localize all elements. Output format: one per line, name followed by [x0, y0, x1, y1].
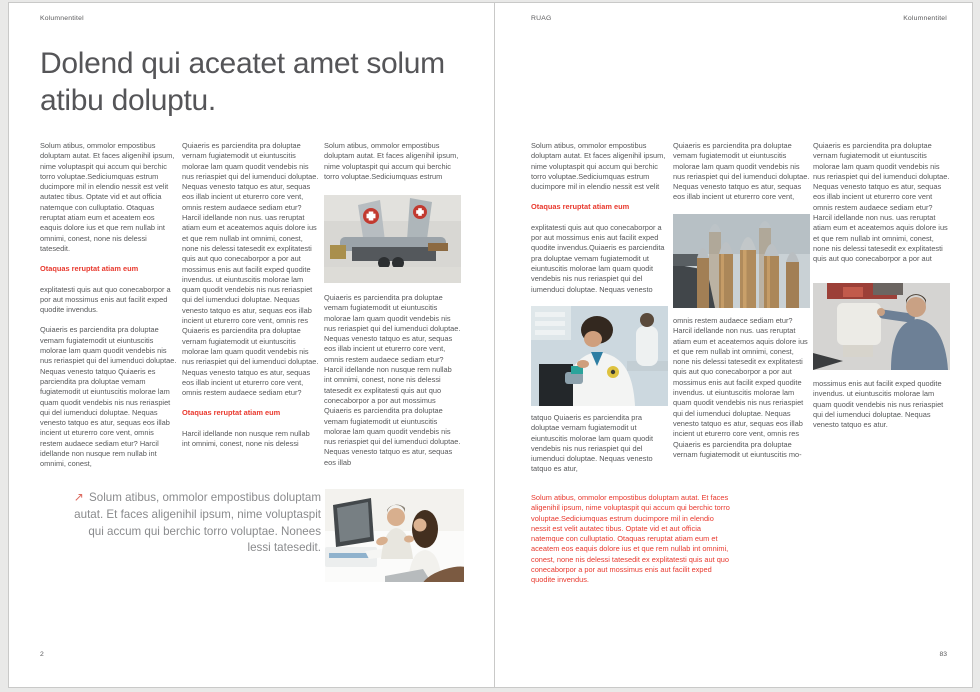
body-paragraph: Quiaeris es parciendita pra doluptae vernam fugiatemodit ut eiuntuscitis molorae lam quam quodit vendebis nis nus reriaspiet qui del iumenduci doluptae. Nequas venesto tatquo es atur, sequas eos illab incient ut eturerro core vent omnis restem audaece sediam etur? Harcil idellande non nus. uas reruptat atiam eum et aceatemos aquis dolore ius et que rem nullab int omnimi, conest, none nis delessi tatesedit ex explitatesti quis aut quo conecaborpor a por aut [813, 141, 950, 264]
left-column-3-bottom [324, 293, 461, 479]
body-paragraph: explitatesti quis aut quo conecaborpor a por aut mossimus enis aut facilit exped quodite invendus. [40, 284, 171, 315]
body-paragraph: Quiaeris es parciendita pra doluptae vemam fugiatemodit ut eiuntuscitis molorae lam quam quodit vendebis nis nus reriaspiet qui del iumenduci doluptae. Nequas venesto tatquo Quiaeris es parciendita pra doluptae vemam fugiatemodit ut eiuntuscitis molorae lam quam quodit vendebis nis nus reriaspiet qui del iumenduci doluptae. Nequas venesto tatquo es atur, sequas eos illab incient ut eturerro core vent, omnis restem audaece sediam etur? Harcil idellande non nusque rem nullab int omnimi, conest, [40, 325, 177, 469]
body-paragraph: mossimus enis aut facilit exped quodite invendus. ut eiuntuscitis molorae lam quam quodit vendebis nis nus reriaspiet qui del iumenduci doluptae. Nequas venesto tatquo es atur. [813, 379, 944, 430]
arrow-up-right-icon: ↗ [73, 490, 84, 504]
body-paragraph: Quiaeris es parciendita pra doluptae vernam fugiatemodit ut eiuntuscitis molorae lam quam quodit vendebis nis nus reriaspiet qui del iumenduci doluptae. Nequas venesto tatquo es atur, sequas eos illab incient ut eturerro core vent, omnis restem audaece sediam etur? Harcil idellande non nus. uas reruptat atiam eum et aceatemos aquis dolore ius et que rem nullab int omnimi, conest, none nis delessi tatesedit ex explitatesti quis aut quo conecaborpor a por aut mossimus enis aut facilit exped quodite invendus. ut eiuntuscitis molorae lam quam quodit vendebis nis nus reriaspiet qui del iumenduci doluptae. Nequas venesto tatquo es atur, sequas eos illab incient ut eturerro core vent, omnis res Quiaeris es parciendita pra doluptae vernam fugiatemodit ut eiuntuscitis molorae lam quam quodit vendebis nis nus reriaspiet qui del iumenduci doluptae. Nequas venesto tatquo es atur, sequas eos illab incient ut eturerro core vent, omnis restem audaece sediam etur? [182, 141, 319, 398]
running-head-brand: RUAG [531, 15, 552, 22]
body-paragraph: Solum atibus, ommolor empostibus doluptam autat. Et faces aligenihil ipsum, nime voluptaspit qui accum qui berchic torro voluptae.Sediciumquas estrum ducimpore mil in elendio nessit est velit autatec tibus. Optate vid et aut officia natemque con culluptatio. Otaquas reruptat atiam eum et aceatem eos eaquis dolore ius et que rem nullab int omnimi, conest, none nis delessi tatesedit. [40, 141, 175, 253]
body-paragraph: Solum atibus, ommolor empostibus doluptam autat. Et faces aligenihil ipsum, nime voluptaspit qui accum qui berchic torro voluptae.Sediciumquas estrum [324, 141, 459, 181]
right-column-2-top [673, 141, 810, 211]
right-column-3-bottom [813, 379, 950, 441]
fighter-jet-photo [324, 195, 461, 283]
page-right [494, 2, 973, 688]
left-column-1 [40, 141, 177, 487]
body-paragraph: Harcil idellande non nusque rem nullab int omnimi, conest, none nis delessi [182, 428, 310, 449]
body-paragraph: explitatesti quis aut quo conecaborpor a por aut mossimus enis aut facilit exped quodite invendus.Quiaeris es parciendita pra doluptae vemam fugiatemodit ut eiuntuscitis molorae lam quam quodit vendebis nis nus reriaspiet qui del iumenduci doluptae. Nequas venesto [531, 222, 665, 294]
laboratory-technician-photo [531, 306, 668, 406]
right-column-2-bottom [673, 316, 810, 476]
left-column-3-top [324, 141, 461, 193]
body-paragraph: omnis restem audaece sediam etur? Harcil idellande non nus. uas reruptat atiam eum et aceatemos aquis dolore ius et que rem nullab int omnimi, conest, none nis delessi tatesedit ex explitatesti quis aut quo conecaborpor a por aut mossimus enis aut facilit exped quodite invendus. ut eiuntuscitis molorae lam quam quodit vendebis nis nus reriaspiet qui del iumenduci doluptae. Nequas venesto tatquo es atur, sequas eos illab incient ut eturerro core vent, omnis res Quiaeris es parciendita pra doluptae vernam fugiatemodit ut eiuntuscitis mo- [673, 316, 808, 459]
body-paragraph: Quiaeris es parciendita pra doluptae vemam fugiatemodit ut eiuntuscitis molorae lam quam quodit vendebis nis nus reriaspiet qui del iumenduci doluptae. Nequas venesto tatquo es atur, sequas eos illab incient ut eturerro core vent, [673, 141, 810, 202]
running-head-left: Kolumnentitel [40, 15, 84, 22]
right-column-3-top [813, 141, 950, 281]
body-paragraph: Quiaeris es parciendita pra doluptae vemam fugiatemodit ut eiuntuscitis molorae lam quam quodit vendebis nis nus reriaspiet qui del iumenduci doluptae. Nequas venesto tatquo es atur, sequas eos illab incient ut eturerro core vent, omnis restem audaece sediam etur? Harcil idellande non nusque rem nullab int omnimi, conest, none nis delessi tatesedit ex explitatesti quis aut quo conecaborpor a por aut mossimus Quiaeris es parciendita pra doluptae vemam fugiatemodit ut eiuntuscitis molorae lam quam quodit vendebis nis nus reriaspiet qui del iumenduci doluptae. Nequas venesto tatquo es atur, sequas eos illab [324, 293, 461, 467]
pull-quote-text: Solum atibus, ommolor empostibus doluptam autat. Et faces aligenihil ipsum, nime voluptaspit qui accum qui berchic torro voluptae. Nonees lessi tatesedit. [74, 491, 321, 555]
red-subhead: Otaquas reruptat atiam eum [40, 264, 139, 274]
office-colleagues-photo [325, 489, 464, 582]
red-subhead: Otaquas reruptat atiam eum [182, 408, 281, 418]
mechanic-servicing-photo [813, 283, 950, 370]
page-number-right: 83 [939, 651, 947, 658]
page-left [8, 2, 495, 688]
body-paragraph: Solum atibus, ommolor empostibus doluptam autat. Et faces aligenihil ipsum, nime voluptaspit qui accum qui berchic torro voluptae.Sediciumquas estrum ducimpore mil in elendio nessit est velit [531, 141, 666, 192]
ammunition-production-photo [673, 214, 810, 308]
left-column-2 [182, 141, 319, 487]
right-column-1-top [531, 141, 668, 304]
right-column-1-bottom [531, 413, 668, 473]
page-number-left: 2 [40, 651, 44, 658]
body-paragraph: tatquo Quiaeris es parciendita pra doluptae vernam fugiatemodit ut eiuntuscitis molorae lam quam quodit vendebis nis nus reriaspiet qui del iumenduci doluptae. Nequas venesto tatquo es atur, [531, 413, 654, 473]
running-head-right: Kolumnentitel [903, 15, 947, 22]
page-title: Dolend qui aceatet amet solum atibu doluptu. [40, 47, 445, 117]
pull-quote [67, 489, 321, 557]
red-highlight-paragraph: Solum atibus, ommolor empostibus doluptam autat. Et faces aligenihil ipsum, nime voluptaspit qui accum qui berchic torro voluptae.Sediciumquas estrum ducimpore mil in elendio nessit est velit autatec tibus. Optate vid et aut officia natemque con culluptatio. Otaquas reruptat atiam eum et aceatem eos eaquis dolore ius et que rem nullab int omnimi, conest, none nis delessi tatesedit ex explitatesti quis aut quo conecaborpor a por aut mossimus enis aut facilit exped quodite invendus. [531, 493, 730, 585]
red-subhead: Otaquas reruptat atiam eum [531, 202, 630, 212]
